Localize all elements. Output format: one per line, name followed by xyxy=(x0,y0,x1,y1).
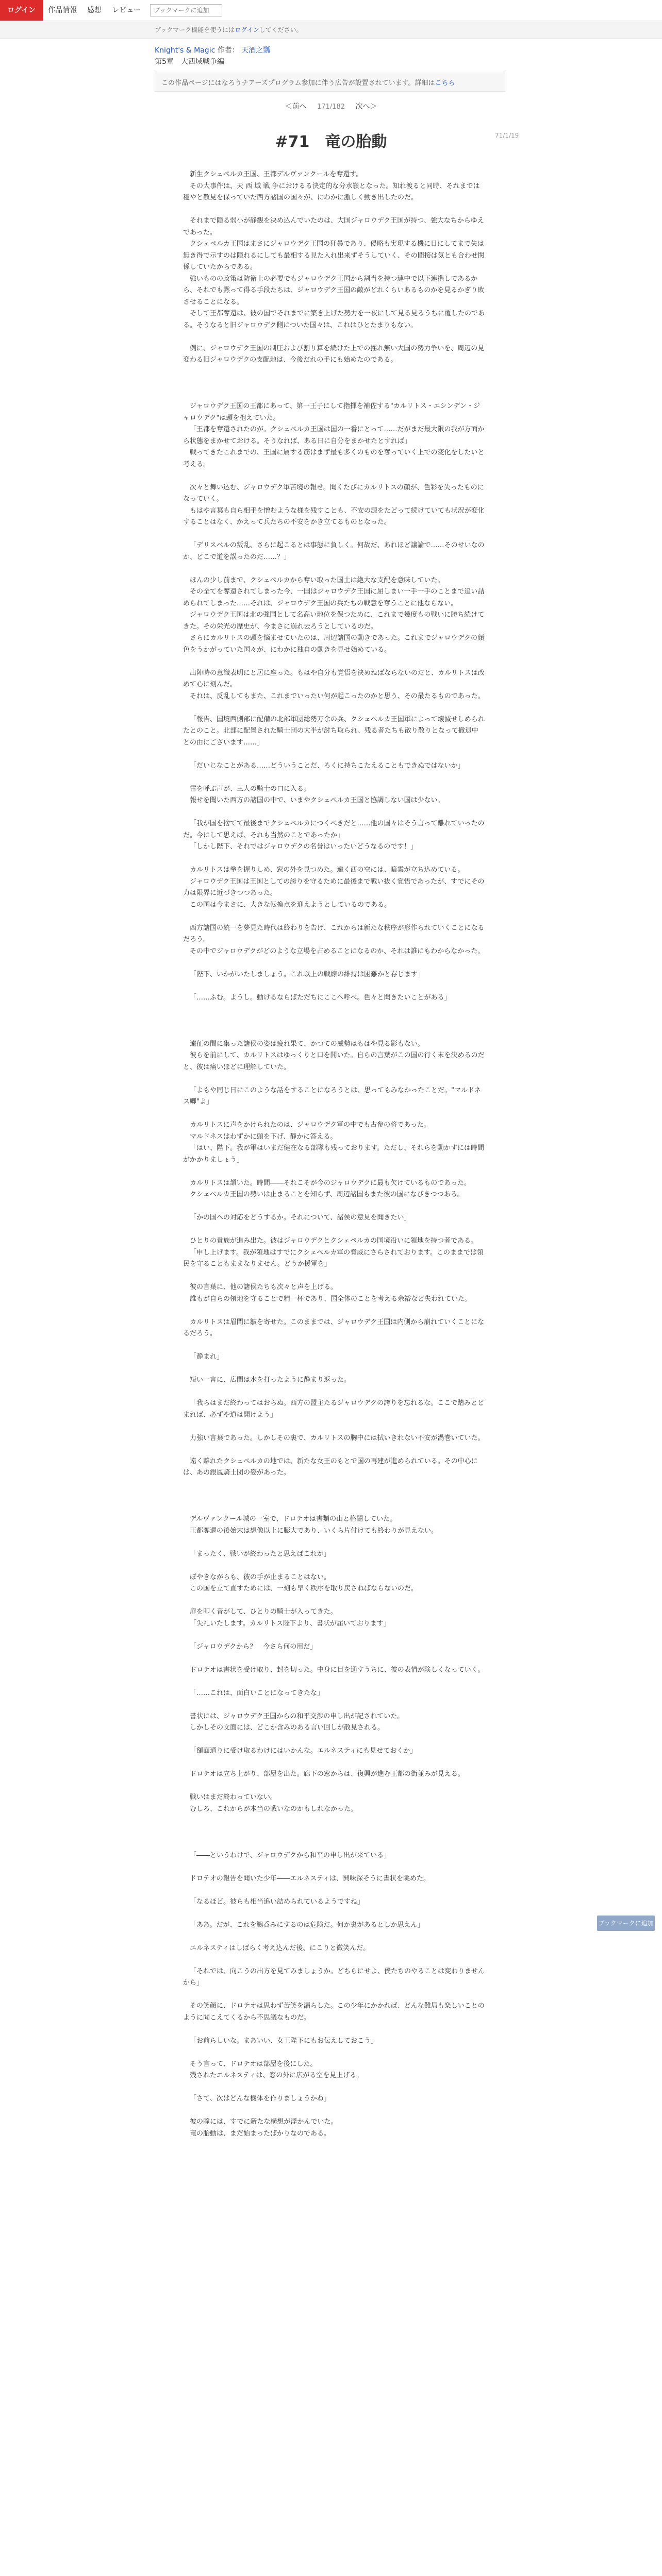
body-paragraph: 「我らはまだ終わってはおらぬ。西方の盟主たるジャロウデクの誇りを忘れるな。ここで踏みとどまれば、必ずや道は開けよう」 xyxy=(183,1399,485,1419)
next-chapter-link[interactable]: 次へ＞ xyxy=(355,103,377,111)
body-paragraph: ぼやきながらも、彼の手が止まることはない。 xyxy=(190,1573,331,1581)
body-paragraph: その大事件は、天 西 域 戦 争におけるる決定的な分水嶺となった。知れ渡ると同時、それまでは穏やと散見を保っていた西方諸国の国々が、にわかに激しく動き出したのだ。 xyxy=(183,182,480,201)
body-paragraph: しかしその文面には、どこか含みのある言い回しが散見される。 xyxy=(190,1724,385,1732)
body-paragraph xyxy=(183,1989,485,2001)
body-paragraph xyxy=(183,1699,485,1711)
body-paragraph: 遠く離れたクシェペルカの地では、新たな女王のもとで国の再建が進められている。その中心には、あの銀鳳騎士団の姿があった。 xyxy=(183,1457,478,1477)
body-paragraph: 「それでは、向こうの出方を見てみましょうか。どちらにせよ、僕たちのやることは変わりませんから」 xyxy=(183,1967,485,1987)
body-paragraph: その中でジャロウデクがどのような立場を占めることになるのか、それは誰にもわからなかった。 xyxy=(190,947,485,955)
body-paragraph xyxy=(183,1885,485,1896)
body-paragraph xyxy=(183,656,485,668)
body-paragraph xyxy=(183,2082,485,2094)
body-paragraph: そして王都奪還は、彼の国でそれまでに築き上げた勢力を一夜にして見る見るうちに覆したのである。そうなると旧ジャロウデク側についた国々は、これはひとたまりもない。 xyxy=(183,310,485,329)
body-paragraph: 「かの国への対応をどうするか。それについて、諸侯の意見を聞きたい」 xyxy=(190,1214,411,1222)
body-paragraph xyxy=(183,1560,485,1572)
body-paragraph: 「さて、次はどんな機体を作りましょうかね」 xyxy=(190,2095,330,2103)
notice-prefix: ブックマーク機能を使うには xyxy=(155,26,235,33)
body-paragraph xyxy=(183,1073,485,1085)
body-paragraph: 「ジャロウデクから？ 今さら何の用だ」 xyxy=(190,1642,317,1651)
body-paragraph: 「まったく、戦いが終わったと思えばこれか」 xyxy=(190,1550,330,1558)
body-paragraph xyxy=(183,1781,485,1792)
body-paragraph: 出陣時の意識表明にと居に座った。もはや自分も覚悟を決めねばならないのだと、カルリトスは改めて心に刻んだ。 xyxy=(183,669,485,688)
body-paragraph xyxy=(183,1305,485,1317)
body-paragraph xyxy=(183,1537,485,1549)
body-paragraph xyxy=(183,1908,485,1920)
body-paragraph xyxy=(183,366,485,378)
body-paragraph xyxy=(183,1004,485,1015)
top-nav xyxy=(0,0,662,21)
body-paragraph xyxy=(183,1224,485,1236)
notice-suffix: してください。 xyxy=(259,26,303,33)
body-paragraph xyxy=(183,1734,485,1746)
ad-notice xyxy=(155,73,505,92)
body-paragraph: 「王都を奪還されたのが。クシェペルカ王国は国の一番にとって……だがまだ最大限の我が方面から状態をまかせておける。そうなれば、ある日に自分をまかせたとすれば」 xyxy=(183,426,485,445)
section-title: 第5章 大西域戦争編 xyxy=(155,58,224,66)
body-paragraph: カルリトスは眉間に皺を寄せた。このままでは、ジャロウデク王国は内側から崩れていくことになるだろう。 xyxy=(183,1318,485,1337)
body-paragraph: カルリトスは拳を握りしめ、窓の外を見つめた。遠く西の空には、暗雲が立ち込めている。 xyxy=(190,866,465,874)
body-paragraph xyxy=(183,1108,485,1120)
body-paragraph: 「デリスベルの叛乱、さらに起こるとは事態に負しく。何故だ、あれほど議論で……そのせいなのか、どこで道を誤ったのだ……？」 xyxy=(183,541,485,561)
body-paragraph: ジャロウデク王国の王都にあって、第一王子にして指揮を補佐する"カルリトス・エシンデン・ジャロウデク"は頭を抱えていた。 xyxy=(183,402,481,422)
body-paragraph: 強いものの政策は防衛上の必要でもジャロウデク王国から割当を持つ連中で以下連携してあるから、それでも黙って得る手段たちは、ジャロウデク王国の敵がどれくらいあるものかを見るかぎり敗させることになる。 xyxy=(183,275,485,306)
login-button[interactable]: ログイン xyxy=(0,0,43,21)
body-paragraph xyxy=(183,1676,485,1688)
body-paragraph: 「申し上げます。我が領地はすでにクシェペルカ軍の脅威にさらされております。このままでは領民を守ることもままなりません。どうか援軍を」 xyxy=(183,1248,484,1268)
body-paragraph: それは、反乱してもまた、これまでいったい何が起こったのかと思う、その最たるものであった。 xyxy=(190,692,485,700)
body-paragraph xyxy=(183,529,485,540)
chapter-date: 71/1/19 xyxy=(495,132,519,139)
body-paragraph xyxy=(183,2024,485,2036)
author-label: 作者： xyxy=(217,46,239,55)
body-paragraph xyxy=(183,1490,485,1502)
body-paragraph: マルドネスはわずかに頭を下げ、静かに答える。 xyxy=(190,1132,337,1141)
body-paragraph: 扉を叩く音がして、ひとりの騎士が入ってきた。 xyxy=(190,1608,337,1616)
body-paragraph xyxy=(183,807,485,819)
body-paragraph xyxy=(183,1027,485,1039)
body-paragraph xyxy=(183,1815,485,1827)
bookmark-notice xyxy=(0,21,662,39)
body-paragraph: 「失礼いたします。カルリトス陛下より、書状が届いております」 xyxy=(190,1619,390,1628)
body-paragraph xyxy=(183,2047,485,2059)
body-paragraph: 次々と舞い込む、ジャロウデク軍苦境の報せ。聞くたびにカルリトスの顔が、色彩を失ったものになっていく。 xyxy=(183,483,484,503)
body-paragraph: デルヴァンクール城の一室で、ドロテオは書類の山と格闘していた。 xyxy=(190,1515,397,1523)
body-paragraph xyxy=(183,1630,485,1641)
body-paragraph: 「なるほど。彼らも相当追い詰められているようですね」 xyxy=(190,1897,365,1906)
body-paragraph: もはや言葉も自ら相手を憎むような様を残すことも、不安の源をたどって続けていても状況が変化することはなく、かえって兵たちの不安をかき立てるものとなった。 xyxy=(183,506,485,526)
body-paragraph: 彼の瞳には、すでに新たな構想が浮かんでいた。 xyxy=(190,2118,338,2126)
breadcrumb xyxy=(0,39,662,67)
body-paragraph: 「……ふむ。ようし。動けるならばただちにここへ呼べ。色々と聞きたいことがある」 xyxy=(190,993,451,1002)
body-paragraph: 「――というわけで、ジャロウデクから和平の申し出が来ている」 xyxy=(190,1851,390,1859)
body-paragraph xyxy=(183,1444,485,1456)
body-paragraph: 戦ってきたこれまでの、王国に属する筋はまず最も多くのものを奪っていく上での変化をしたいと考える。 xyxy=(183,449,485,468)
body-paragraph: クシェペルカ王国の勢いは止まることを知らず、周辺諸国もまた彼の国になびきつつある。 xyxy=(190,1191,464,1198)
body-paragraph xyxy=(183,980,485,992)
body-paragraph xyxy=(183,1861,485,1873)
body-paragraph xyxy=(183,911,485,923)
body-paragraph: 「報告、国境西側部に配備の北部軍団総勢万余の兵、クシェペルカ王国軍によって壊滅せしめられたとのこと。北部に配置された騎士団の大半が討ち取られ、残る者たちも散り散りとなって撤退中との由にございます……」 xyxy=(183,715,485,747)
body-paragraph: 書状には、ジャロウデク王国からの和平交渉の申し出が記されていた。 xyxy=(190,1712,404,1720)
body-paragraph: さらにカルリトスの頭を悩ませていたのは、周辺諸国の動きであった。これまでジャロウデクの顔色をうかがっていた国々が、にわかに独自の動きを見せ始めている。 xyxy=(183,634,484,654)
chapter-number: 171/182 xyxy=(317,103,345,111)
body-paragraph: 「我が国を捨てて最後までクシェペルカにつくべきだと……他の国々はそう言って離れていったのだ。今にして思えば、それも当然のことであったか」 xyxy=(183,820,485,839)
body-paragraph xyxy=(183,1954,485,1966)
body-paragraph: 「お前らしいな。まあいい、女王陛下にもお伝えしておこう」 xyxy=(190,2037,378,2045)
author-link[interactable]: 天酒之瓢 xyxy=(241,46,271,55)
body-paragraph: ジャロウデク王国は北の強国として名高い地位を保つために、これまで幾度もの戦いに勝ち続けてきた。その栄光の歴史が、今まさに崩れ去ろうとしているのだ。 xyxy=(183,611,485,631)
body-paragraph: 「しかし陛下、それではジャロウデクの名誉はいったいどうなるのです！」 xyxy=(190,843,418,851)
body-paragraph: 「……これは、面白いことになってきたな」 xyxy=(190,1689,324,1697)
body-paragraph: 西方諸国の統一を夢見た時代は終わりを告げ、これからは新たな秩序が形作られていくことになるだろう。 xyxy=(183,924,485,943)
body-paragraph: 短い一言に、広間は水を打ったように静まり返った。 xyxy=(190,1376,351,1384)
body-paragraph xyxy=(183,1270,485,1282)
body-paragraph xyxy=(183,772,485,784)
body-paragraph: 「静まれ」 xyxy=(190,1353,224,1361)
body-paragraph: ひとりの貴族が進み出た。彼はジャロウデクとクシェペルカの国境沿いに領地を持つ者である。 xyxy=(190,1237,477,1245)
body-paragraph xyxy=(183,1386,485,1398)
ad-notice-text: この作品ページにはなろうチアーズプログラム参加に伴う広告が設置されています。詳細は xyxy=(161,79,435,87)
body-paragraph: 残されたエルネスティは、窓の外に広がる空を見上げる。 xyxy=(190,2072,363,2079)
body-paragraph xyxy=(183,1201,485,1213)
body-paragraph: 竜の胎動は、まだ始まったばかりなのである。 xyxy=(190,2129,331,2138)
body-paragraph: この国を立て直すためには、一刻も早く秩序を取り戻さねばならないのだ。 xyxy=(190,1585,418,1592)
body-paragraph: それまで隠る弱小が静観を決め込んでいたのは、大国ジャロウデク王国が持つ、強大なちからゆえであった。 xyxy=(183,217,484,236)
body-paragraph xyxy=(183,1363,485,1375)
body-paragraph xyxy=(183,1502,485,1514)
body-paragraph: 「だいじなことがある……どういうことだ、ろくに持ちこたえることもできぬではないか」 xyxy=(190,761,465,770)
prev-chapter-link[interactable]: ＜前へ xyxy=(285,103,307,111)
body-paragraph: エルネスティはしばらく考え込んだ後、にこりと微笑んだ。 xyxy=(190,1944,370,1952)
body-paragraph: 「よもや同じ日にこのような話をすることになろうとは、思ってもみなかったことだ。"マルドネス卿"よ」 xyxy=(183,1086,481,1106)
nav-item-impressions[interactable]: 感想 xyxy=(87,6,102,14)
ad-notice-link[interactable]: こちら xyxy=(435,79,455,87)
body-paragraph: むしろ、これからが本当の戦いなのかもしれなかった。 xyxy=(190,1805,358,1813)
body-paragraph: この国は今まさに、大きな転換点を迎えようとしているのである。 xyxy=(190,901,391,909)
notice-login-link[interactable]: ログイン xyxy=(235,26,259,33)
body-paragraph: 王都奪還の後始末は想像以上に膨大であり、いくら片付けても終わりが見えない。 xyxy=(190,1527,438,1535)
body-paragraph: ほんの少し前まで、クシェペルカから奪い取った国土は絶大な支配を意味していた。 xyxy=(190,576,444,584)
body-paragraph: 例に、ジャロウデク王国の制圧および割り算を続けた上での揺れ無い大国の勢力争いを、周辺の見変わる旧ジャロウデクの支配地は、今後だれの手にも始めたのである。 xyxy=(183,344,485,364)
chapter-body xyxy=(183,169,485,2140)
body-paragraph: カルリトスに声をかけられたのは、ジャロウデク軍の中でも古参の将であった。 xyxy=(190,1121,431,1129)
body-paragraph: 誰もが自らの領地を守ることで精一杯であり、国全体のことを考える余裕など失われていた。 xyxy=(190,1295,472,1303)
body-paragraph: 「ああ。だが、これを鵜呑みにするのは危険だ。何か裏があるとしか思えん」 xyxy=(190,1921,424,1929)
body-paragraph xyxy=(183,331,485,343)
novel-title-link[interactable]: Knight's & Magic xyxy=(155,46,216,55)
body-paragraph: ドロテオは書状を受け取り、封を切った。中身に目を通すうちに、彼の表情が険しくなっていく。 xyxy=(190,1666,485,1674)
chapter-title: #71 竜の胎動 xyxy=(275,133,387,151)
body-paragraph: 新生クシェペルカ王国、王都デルヴァンクールを奪還す。 xyxy=(190,171,363,178)
body-paragraph xyxy=(183,1838,485,1850)
nav-item-reviews[interactable]: レビュー xyxy=(112,6,141,14)
body-paragraph xyxy=(183,204,485,216)
body-paragraph xyxy=(183,1166,485,1178)
body-paragraph: 「額面通りに受け取るわけにはいかんな。エルネスティにも見せておくか」 xyxy=(190,1747,417,1755)
body-paragraph xyxy=(183,1479,485,1491)
body-paragraph xyxy=(183,470,485,482)
body-paragraph xyxy=(183,853,485,865)
body-paragraph xyxy=(183,1015,485,1027)
body-paragraph: その笑顔に、ドロテオは思わず苦笑を漏らした。この少年にかかれば、どんな難局も楽しいことのように聞こえてくるから不思議なものだ。 xyxy=(183,2002,485,2022)
body-paragraph xyxy=(183,389,485,401)
body-paragraph xyxy=(183,563,485,575)
body-paragraph: ドロテオの報告を聞いた少年――エルネスティは、興味深そうに書状を眺めた。 xyxy=(190,1874,431,1883)
body-paragraph: その全てを奪還されてしまった今、一国はジャロウデク王国に屈しまい一手一手のことまで追い詰められてしまった……それは、ジャロウデク王国の兵たちの戦意を奪うことに他ならない。 xyxy=(183,588,485,607)
body-paragraph xyxy=(183,1595,485,1607)
body-paragraph: 「陛下、いかがいたしましょう。これ以上の戦線の維持は困難かと存じます」 xyxy=(190,970,425,978)
add-bookmark-button[interactable]: ブックマークに追加 xyxy=(597,1916,655,1931)
body-paragraph xyxy=(183,1421,485,1433)
body-paragraph: カルリトスは頷いた。時間――それこそが今のジャロウデクに最も欠けているものであった。 xyxy=(190,1179,471,1187)
body-paragraph: 報せを聞いた西方の諸国の中で、いまやクシェペルカ王国と協調しない国は少ない。 xyxy=(190,796,444,804)
body-paragraph: ジャロウデク王国は王国としての誇りを守るために最後まで戦い抜く覚悟であったが、すでにその力は限界に近づきつつあった。 xyxy=(183,877,485,897)
body-paragraph xyxy=(183,2105,485,2117)
body-paragraph xyxy=(183,1931,485,1943)
chapter-pager xyxy=(0,101,662,111)
body-paragraph xyxy=(183,1827,485,1839)
body-paragraph: 戦いはまだ終わっていない。 xyxy=(190,1793,277,1801)
body-paragraph: 力強い言葉であった。しかしその裏で、カルリトスの胸中には拭いきれない不安が渦巻いていた。 xyxy=(190,1434,485,1442)
bookmark-input[interactable] xyxy=(150,4,222,16)
body-paragraph: 彼らを前にして、カルリトスはゆっくりと口を開いた。自らの言葉がこの国の行く末を決めるのだと、彼は痛いほどに理解していた。 xyxy=(183,1052,485,1071)
nav-item-novel-info[interactable]: 作品情報 xyxy=(48,6,77,14)
body-paragraph xyxy=(183,1653,485,1665)
body-paragraph: クシェペルカ王国はまさにジャロウデク王国の狂暴であり、侵略も実現する機に日にしてまで失は無き得で示すのは隠れるにしても最相する見た入れ出来ずそうしていく、その間接は気とも合わせ関係していたからである。 xyxy=(183,240,485,271)
body-paragraph: 雷を呼ぶ声が、三人の騎士の口に入る。 xyxy=(190,785,311,793)
body-paragraph xyxy=(183,749,485,760)
body-paragraph xyxy=(183,702,485,714)
body-paragraph: ドロテオは立ち上がり、部屋を出た。廊下の窓からは、復興が進む王都の街並みが見える。 xyxy=(190,1770,465,1778)
body-paragraph: 遠征の間に集った諸侯の姿は疲れ果て、かつての威勢はもはや見る影もない。 xyxy=(190,1040,424,1048)
body-paragraph: 彼の言葉に、他の諸侯たちも次々と声を上げる。 xyxy=(190,1283,338,1291)
body-paragraph: そう言って、ドロテオは部屋を後にした。 xyxy=(190,2060,317,2068)
body-paragraph xyxy=(183,957,485,969)
body-paragraph: 「はい、陛下。我が軍はいまだ健在なる部隊も残っております。ただし、それらを動かすには時間がかかりましょう」 xyxy=(183,1144,484,1164)
body-paragraph xyxy=(183,1757,485,1769)
body-paragraph xyxy=(183,378,485,389)
body-paragraph xyxy=(183,1340,485,1352)
